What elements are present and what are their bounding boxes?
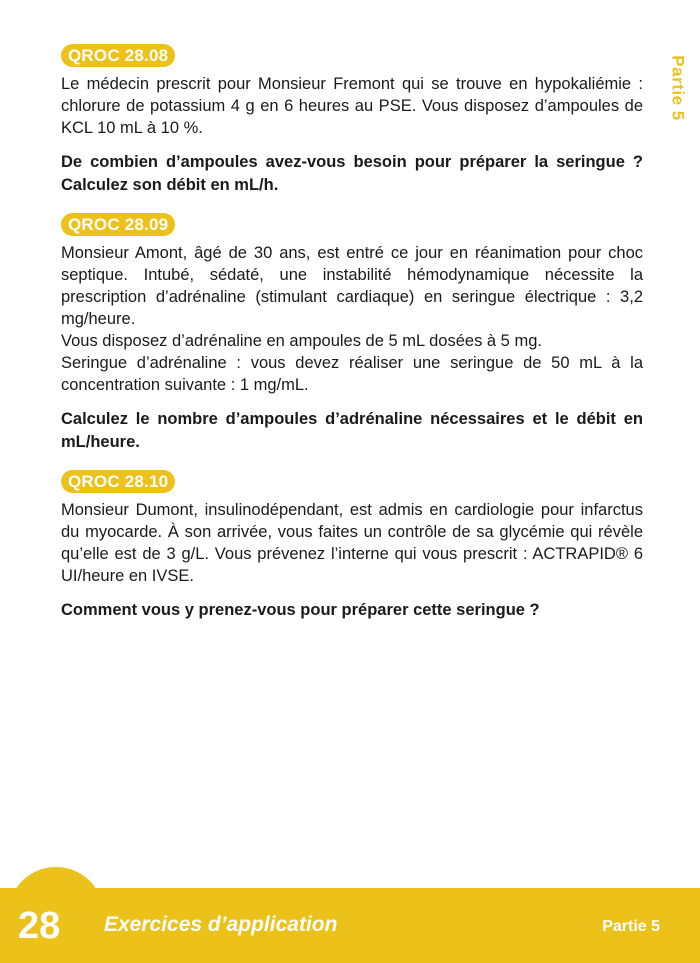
exercise-statement — [61, 499, 643, 587]
footer-part-label: Partie 5 — [602, 918, 660, 935]
exercise-question: Comment vous y prenez-vous pour préparer cette seringue ? — [61, 601, 540, 619]
exercise-badge: QROC 28.08 — [61, 44, 175, 67]
exercise-statement — [61, 73, 643, 139]
exercise-statement — [61, 242, 643, 396]
exercise-badge: QROC 28.10 — [61, 470, 175, 493]
statement-paragraph: Le médecin prescrit pour Monsieur Fremont qui se trouve en hypokaliémie : chlorure de potassium 4 g en 6 heures au PSE. Vous disposez d’ampoules de KCL 10 mL à 10 %. — [61, 75, 643, 137]
side-part-tab — [660, 38, 696, 138]
statement-paragraph: Vous disposez d’adrénaline en ampoules de 5 mL dosées à 5 mg. — [61, 332, 542, 350]
statement-paragraph: Monsieur Amont, âgé de 30 ans, est entré ce jour en réanimation pour choc septique. Intubé, sédaté, une instabilité hémodynamique nécessite la prescription d’adrénaline (stimulant cardiaque) en seringue électrique : 3,2 mg/heure. — [61, 244, 643, 328]
side-part-label: Partie 5 — [669, 55, 688, 121]
exercise-list — [61, 44, 643, 638]
statement-paragraph: Seringue d’adrénaline : vous devez réaliser une seringue de 50 mL à la concentration suivante : 1 mg/mL. — [61, 354, 643, 394]
statement-paragraph: Monsieur Dumont, insulinodépendant, est admis en cardiologie pour infarctus du myocarde. À son arrivée, vous faites un contrôle de sa glycémie qui révèle qu’elle est de 3 g/L. Vous prévenez l’interne qui vous prescrit : ACTRAPID® 6 UI/heure en IVSE. — [61, 501, 643, 585]
exercise-qroc-2809 — [61, 213, 643, 454]
exercise-qroc-2808 — [61, 44, 643, 197]
exercise-question: De combien d’ampoules avez-vous besoin pour préparer la seringue ? Calculez son débit en mL/h. — [61, 153, 643, 194]
exercise-badge: QROC 28.09 — [61, 213, 175, 236]
exercise-question: Calculez le nombre d’ampoules d’adrénaline nécessaires et le débit en mL/heure. — [61, 410, 643, 451]
page-number: 28 — [18, 905, 61, 947]
page-footer — [0, 888, 700, 963]
exercise-qroc-2810 — [61, 470, 643, 622]
chapter-title: Exercices d’application — [104, 913, 338, 936]
